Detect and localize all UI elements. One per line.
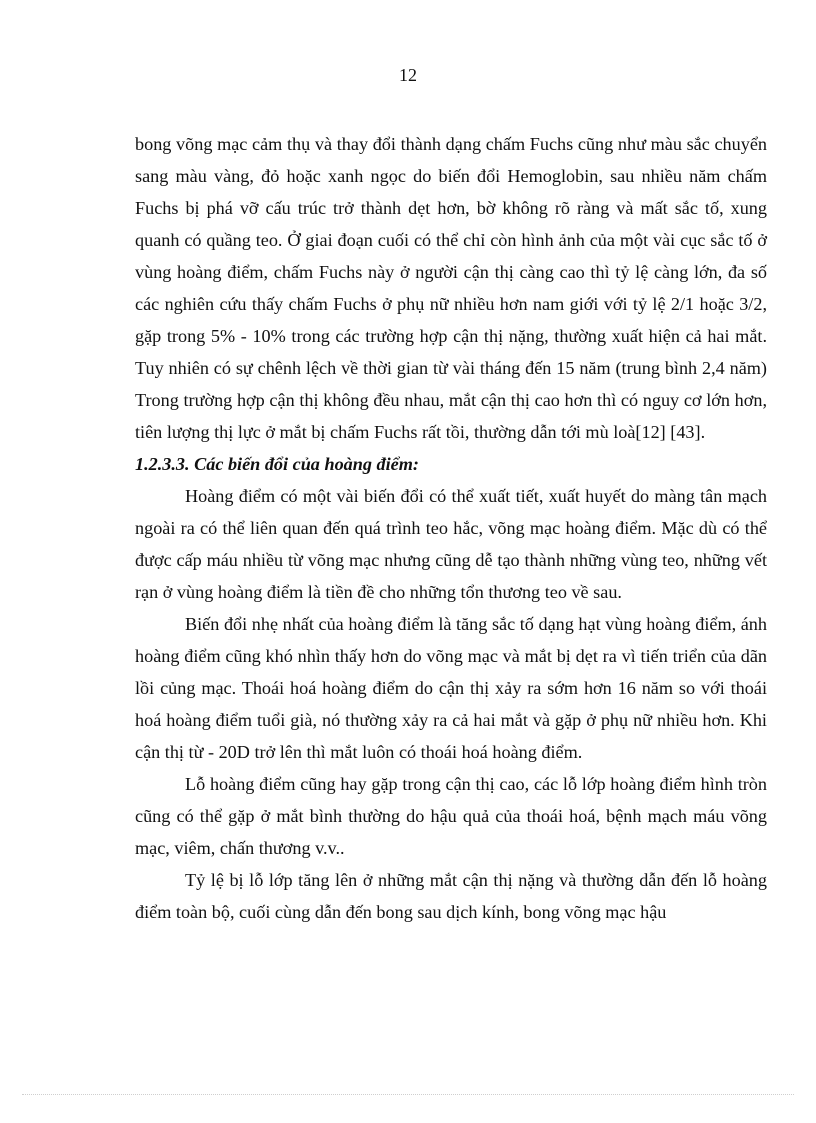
page-number: 12 bbox=[399, 65, 417, 85]
paragraph-fuchs-spot: bong võng mạc cảm thụ và thay đổi thành dạng chấm Fuchs cũng như màu sắc chuyển sang màu vàng, đỏ hoặc xanh ngọc do biến đổi Hemoglobin, sau nhiều năm chấm Fuchs bị phá vỡ cấu trúc trở thành dẹt hơn, bờ không rõ ràng và mất sắc tố, xung quanh có quầng teo. Ở giai đoạn cuối có thể chỉ còn hình ảnh của một vài cục sắc tố ở vùng hoàng điểm, chấm Fuchs này ở người cận thị càng cao thì tỷ lệ càng lớn, đa số các nghiên cứu thấy chấm Fuchs ở phụ nữ nhiều hơn nam giới với tỷ lệ 2/1 hoặc 3/2, gặp trong 5% - 10% trong các trường hợp cận thị nặng, thường xuất hiện cả hai mắt. Tuy nhiên có sự chênh lệch về thời gian từ vài tháng đến 15 năm (trung bình 2,4 năm) Trong trường hợp cận thị không đều nhau, mắt cận thị cao hơn thì có nguy cơ lớn hơn, tiên lượng thị lực ở mắt bị chấm Fuchs rất tồi, thường dẫn tới mù loà[12] [43]. bbox=[135, 134, 767, 442]
document-body bbox=[135, 128, 767, 928]
page-bottom-divider bbox=[22, 1094, 794, 1095]
paragraph-macular-hole: Lỗ hoàng điểm cũng hay gặp trong cận thị cao, các lỗ lớp hoàng điểm hình tròn cũng có thể gặp ở mắt bình thường do hậu quả của thoái hoá, bệnh mạch máu võng mạc, viêm, chấn thương v.v.. bbox=[135, 774, 767, 858]
paragraph-mildest-change: Biến đổi nhẹ nhất của hoàng điểm là tăng sắc tố dạng hạt vùng hoàng điểm, ánh hoàng điểm cũng khó nhìn thấy hơn do võng mạc và mắt bị dẹt ra vì tiến triển của dãn lồi củng mạc. Thoái hoá hoàng điểm do cận thị xảy ra sớm hơn 16 năm so với thoái hoá hoàng điểm tuổi già, nó thường xảy ra cả hai mắt và gặp ở phụ nữ nhiều hơn. Khi cận thị từ - 20D trở lên thì mắt luôn có thoái hoá hoàng điểm. bbox=[135, 614, 767, 762]
section-heading: 1.2.3.3. Các biến đổi của hoàng điểm: bbox=[135, 454, 419, 474]
paragraph-macula-changes: Hoàng điểm có một vài biến đổi có thể xuất tiết, xuất huyết do màng tân mạch ngoài ra có thể liên quan đến quá trình teo hắc, võng mạc hoàng điểm. Mặc dù có thể được cấp máu nhiều từ võng mạc nhưng cũng dễ tạo thành những vùng teo, những vết rạn ở vùng hoàng điểm là tiền đề cho những tổn thương teo về sau. bbox=[135, 486, 767, 602]
paragraph-lamellar-hole-rate: Tỷ lệ bị lỗ lớp tăng lên ở những mắt cận thị nặng và thường dẫn đến lỗ hoàng điểm toàn bộ, cuối cùng dẫn đến bong sau dịch kính, bong võng mạc hậu bbox=[135, 870, 767, 922]
